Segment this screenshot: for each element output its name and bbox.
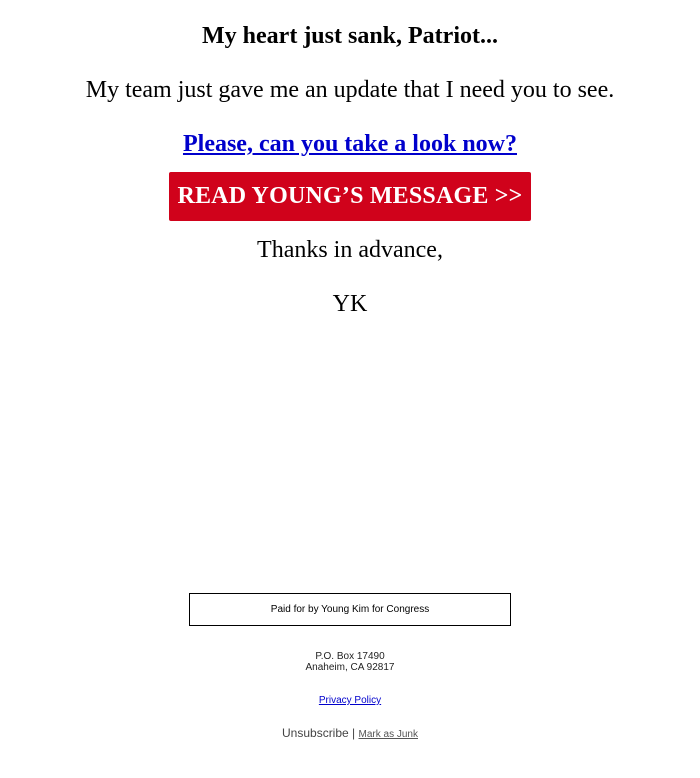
mailing-address: [0, 651, 700, 673]
privacy-container: [0, 695, 700, 707]
signature: YK: [332, 291, 368, 317]
paid-for-disclaimer: Paid for by Young Kim for Congress: [189, 593, 511, 626]
take-a-look-link[interactable]: Please, can you take a look now?: [182, 131, 517, 157]
cta-link-container: [0, 130, 700, 158]
address-line-2: Anaheim, CA 92817: [305, 662, 395, 673]
unsubscribe-row: [0, 726, 700, 742]
update-text: My team just gave me an update that I need you to see.: [85, 77, 615, 103]
privacy-policy-link[interactable]: Privacy Policy: [318, 695, 382, 706]
unsubscribe-link[interactable]: Unsubscribe: [282, 726, 349, 740]
address-line-1: P.O. Box 17490: [315, 651, 385, 662]
separator: |: [352, 726, 356, 740]
mark-as-junk-link[interactable]: Mark as Junk: [358, 729, 418, 740]
thanks-text: Thanks in advance,: [257, 237, 443, 263]
email-headline: My heart just sank, Patriot...: [202, 23, 498, 49]
read-message-button[interactable]: READ YOUNG’S MESSAGE >>: [169, 172, 531, 221]
